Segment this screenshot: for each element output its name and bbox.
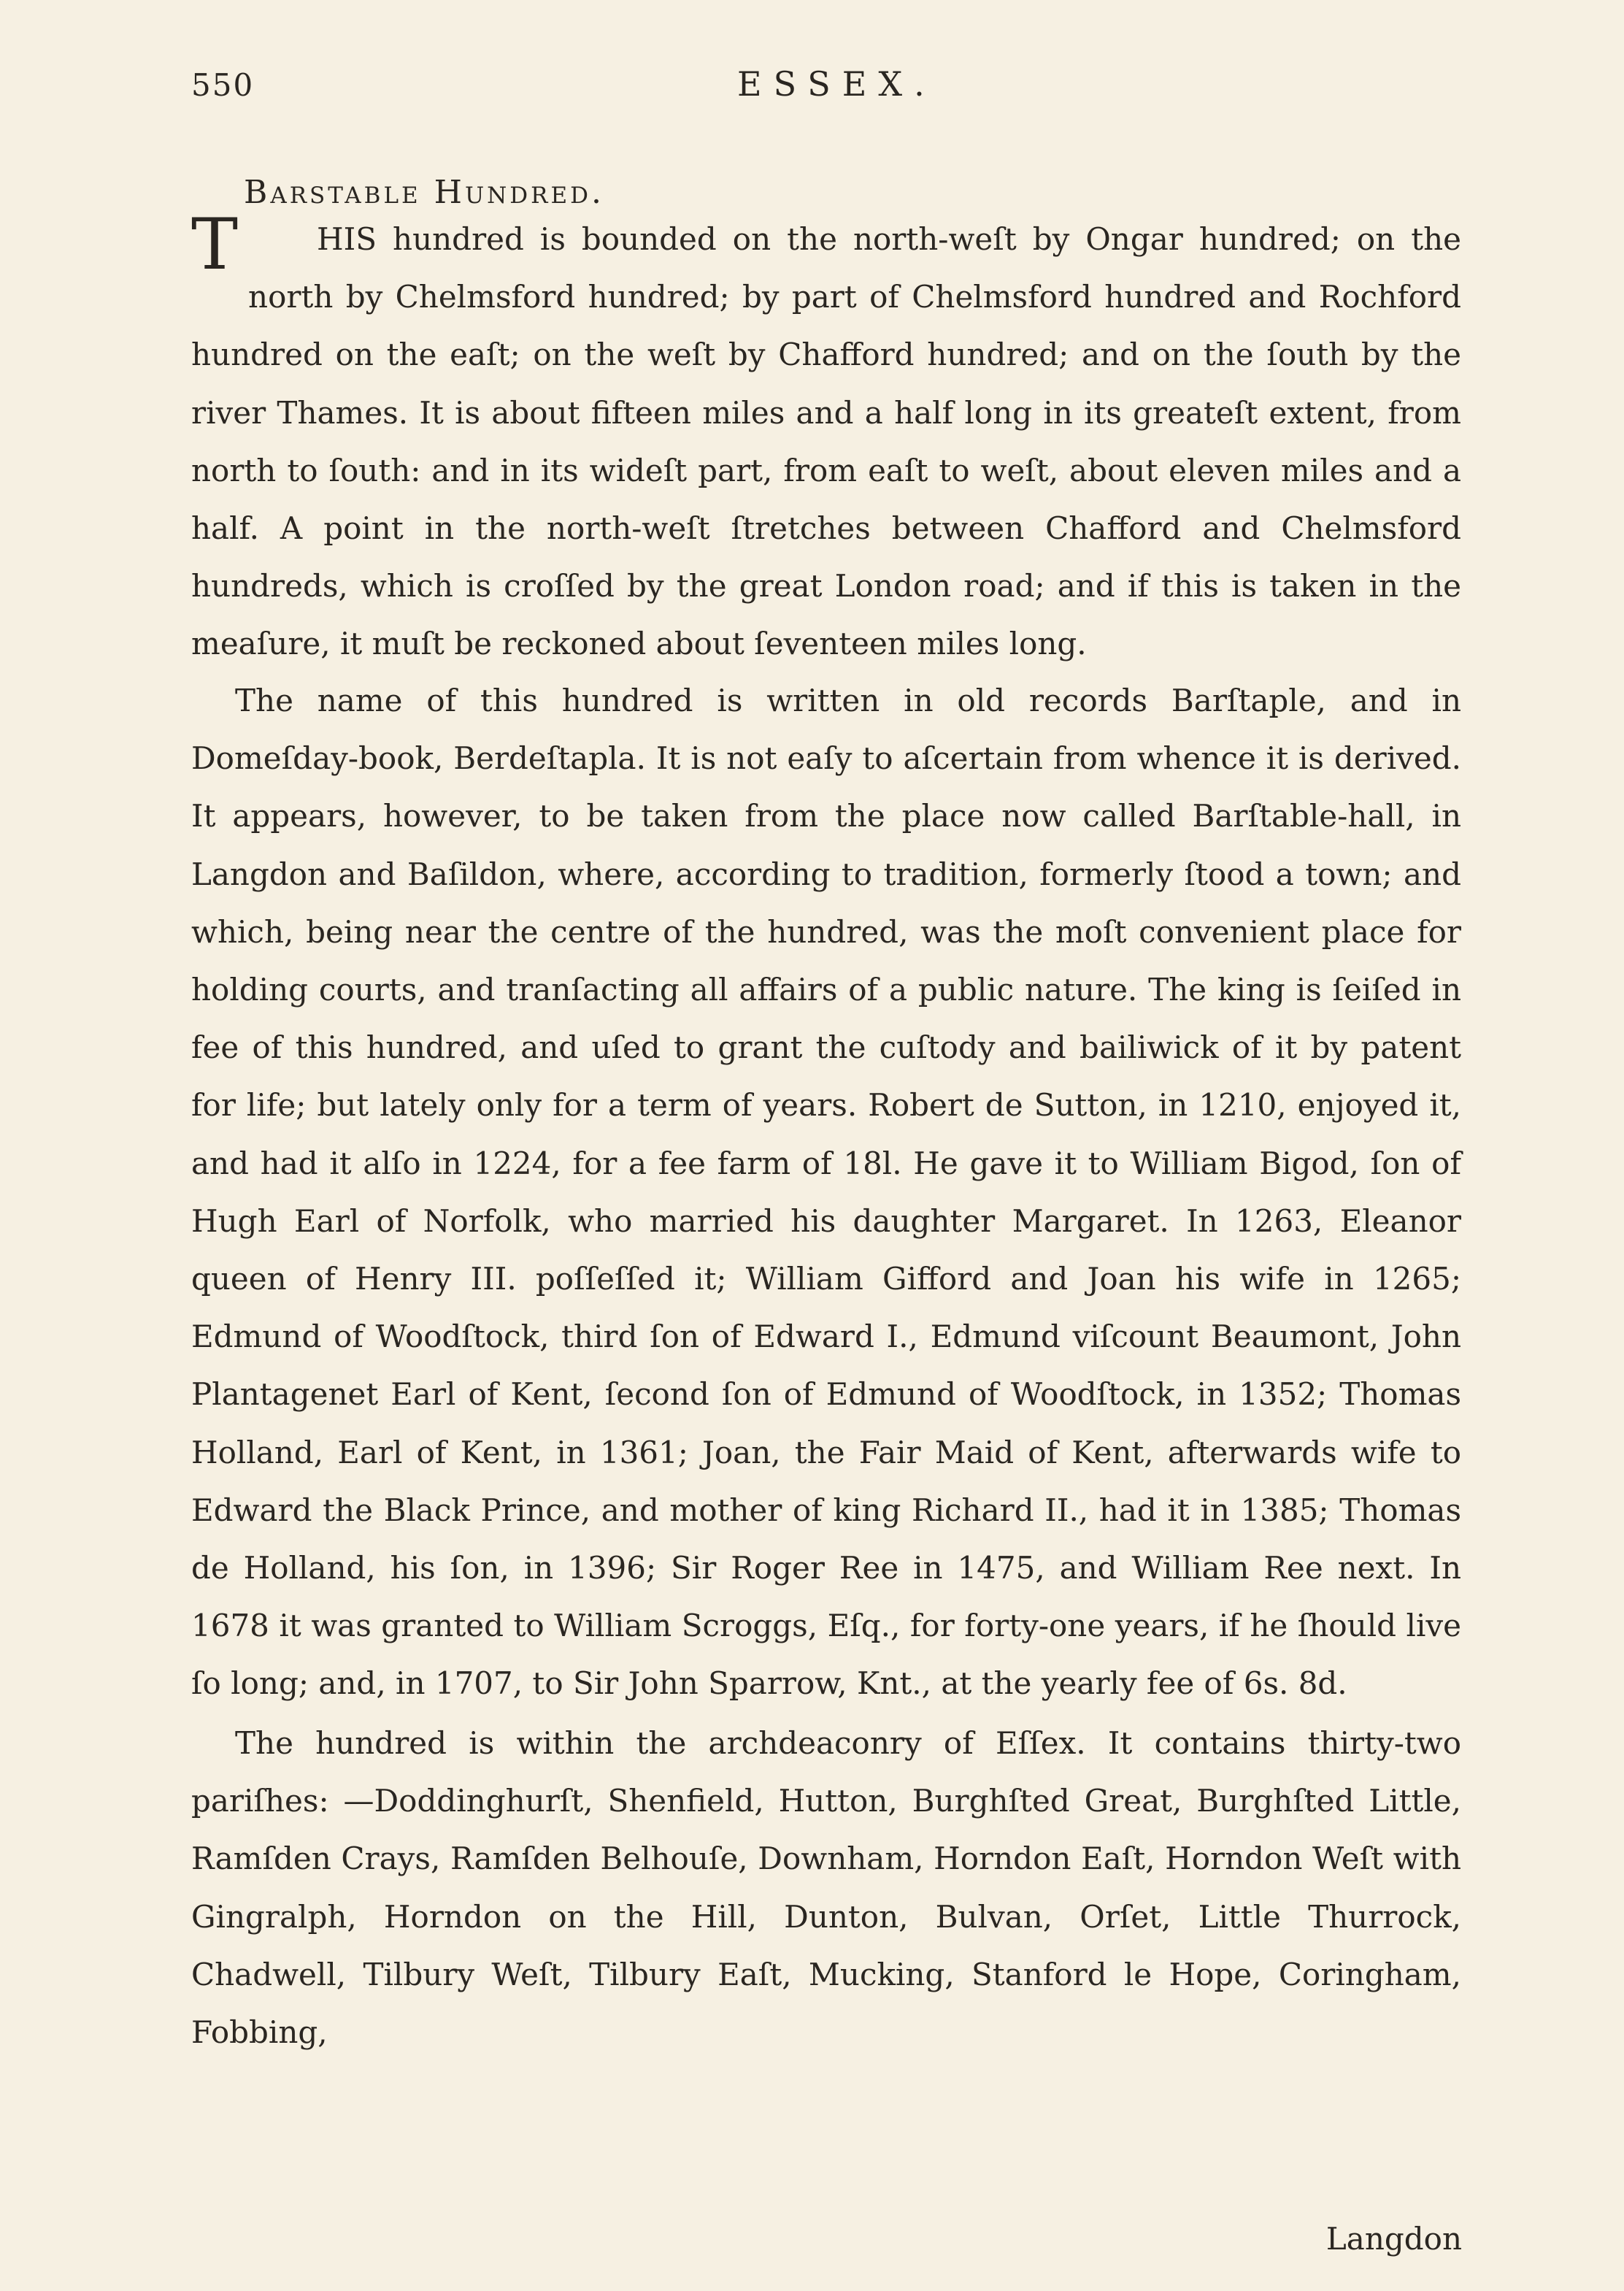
paragraph-3-block	[191, 1714, 1461, 2061]
running-head: ESSEX.	[737, 64, 936, 104]
paragraph-2-block	[191, 672, 1461, 1713]
paragraph-2: The name of this hundred is written in old records Barſtaple, and in Domeſday-book, Berdeſtapla. It is not eaſy to aſcertain from whence it is derived. It appears, however, to be taken from the place now called Barſtable-hall, in Langdon and Baſildon, where, according to tradition, formerly ſtood a town; and which, being near the centre of the hundred, was the moſt convenient place for holding courts, and tranſacting all affairs of a public nature. The king is ſeiſed in fee of this hundred, and uſed to grant the cuſtody and bailiwick of it by patent for life; but lately only for a term of years. Robert de Sutton, in 1210, enjoyed it, and had it alſo in 1224, for a fee farm of 18l. He gave it to William Bigod, ſon of Hugh Earl of Norfolk, who married his daughter Margaret. In 1263, Eleanor queen of Henry III. poſſeſſed it; William Gifford and Joan his wife in 1265; Edmund of Woodſtock, third ſon of Edward I., Edmund viſcount Beaumont, John Plantagenet Earl of Kent, ſecond ſon of Edmund of Woodſtock, in 1352; Thomas Holland, Earl of Kent, in 1361; Joan, the Fair Maid of Kent, afterwards wife to Edward the Black Prince, and mother of king Richard II., had it in 1385; Thomas de Holland, his ſon, in 1396; Sir Roger Ree in 1475, and William Ree next. In 1678 it was granted to William Scroggs, Eſq., for forty-one years, if he ſhould live ſo long; and, in 1707, to Sir John Sparrow, Knt., at the yearly fee of 6s. 8d.	[191, 683, 1461, 1702]
page-number: 550	[191, 67, 255, 103]
catchword: Langdon	[1325, 2221, 1462, 2257]
section-title: Barstable Hundred.	[244, 174, 604, 211]
paragraph-1-block	[191, 204, 1461, 673]
paragraph-3: The hundred is within the archdeaconry of Eſſex. It contains thirty-two pariſhes: —Doddinghurſt, Shenfield, Hutton, Burghſted Great, Burghſted Little, Ramſden Crays, Ramſden Belhouſe, Downham, Horndon Eaſt, Horndon Weſt with Gingralph, Horndon on the Hill, Dunton, Bulvan, Orſet, Little Thurrock, Chadwell, Tilbury Weſt, Tilbury Eaſt, Mucking, Stanford le Hope, Coringham, Fobbing,	[191, 1725, 1461, 2051]
paragraph-1	[191, 204, 1461, 673]
paragraph-1-text: HIS hundred is bounded on the north-weſt by Ongar hundred; on the north by Chelmsford hundred; by part of Chelmsford hundred and Rochford hundred on the eaſt; on the weſt by Chafford hundred; and on the ſouth by the river Thames. It is about fifteen miles and a half long in its greateſt extent, from north to ſouth: and in its wideſt part, from eaſt to weſt, about eleven miles and a half. A point in the north-weſt ſtretches between Chafford and Chelmsford hundreds, which is croſſed by the great London road; and if this is taken in the meaſure, it muſt be reckoned about ſeventeen miles long.	[191, 221, 1461, 662]
drop-cap-initial: T	[191, 204, 239, 285]
